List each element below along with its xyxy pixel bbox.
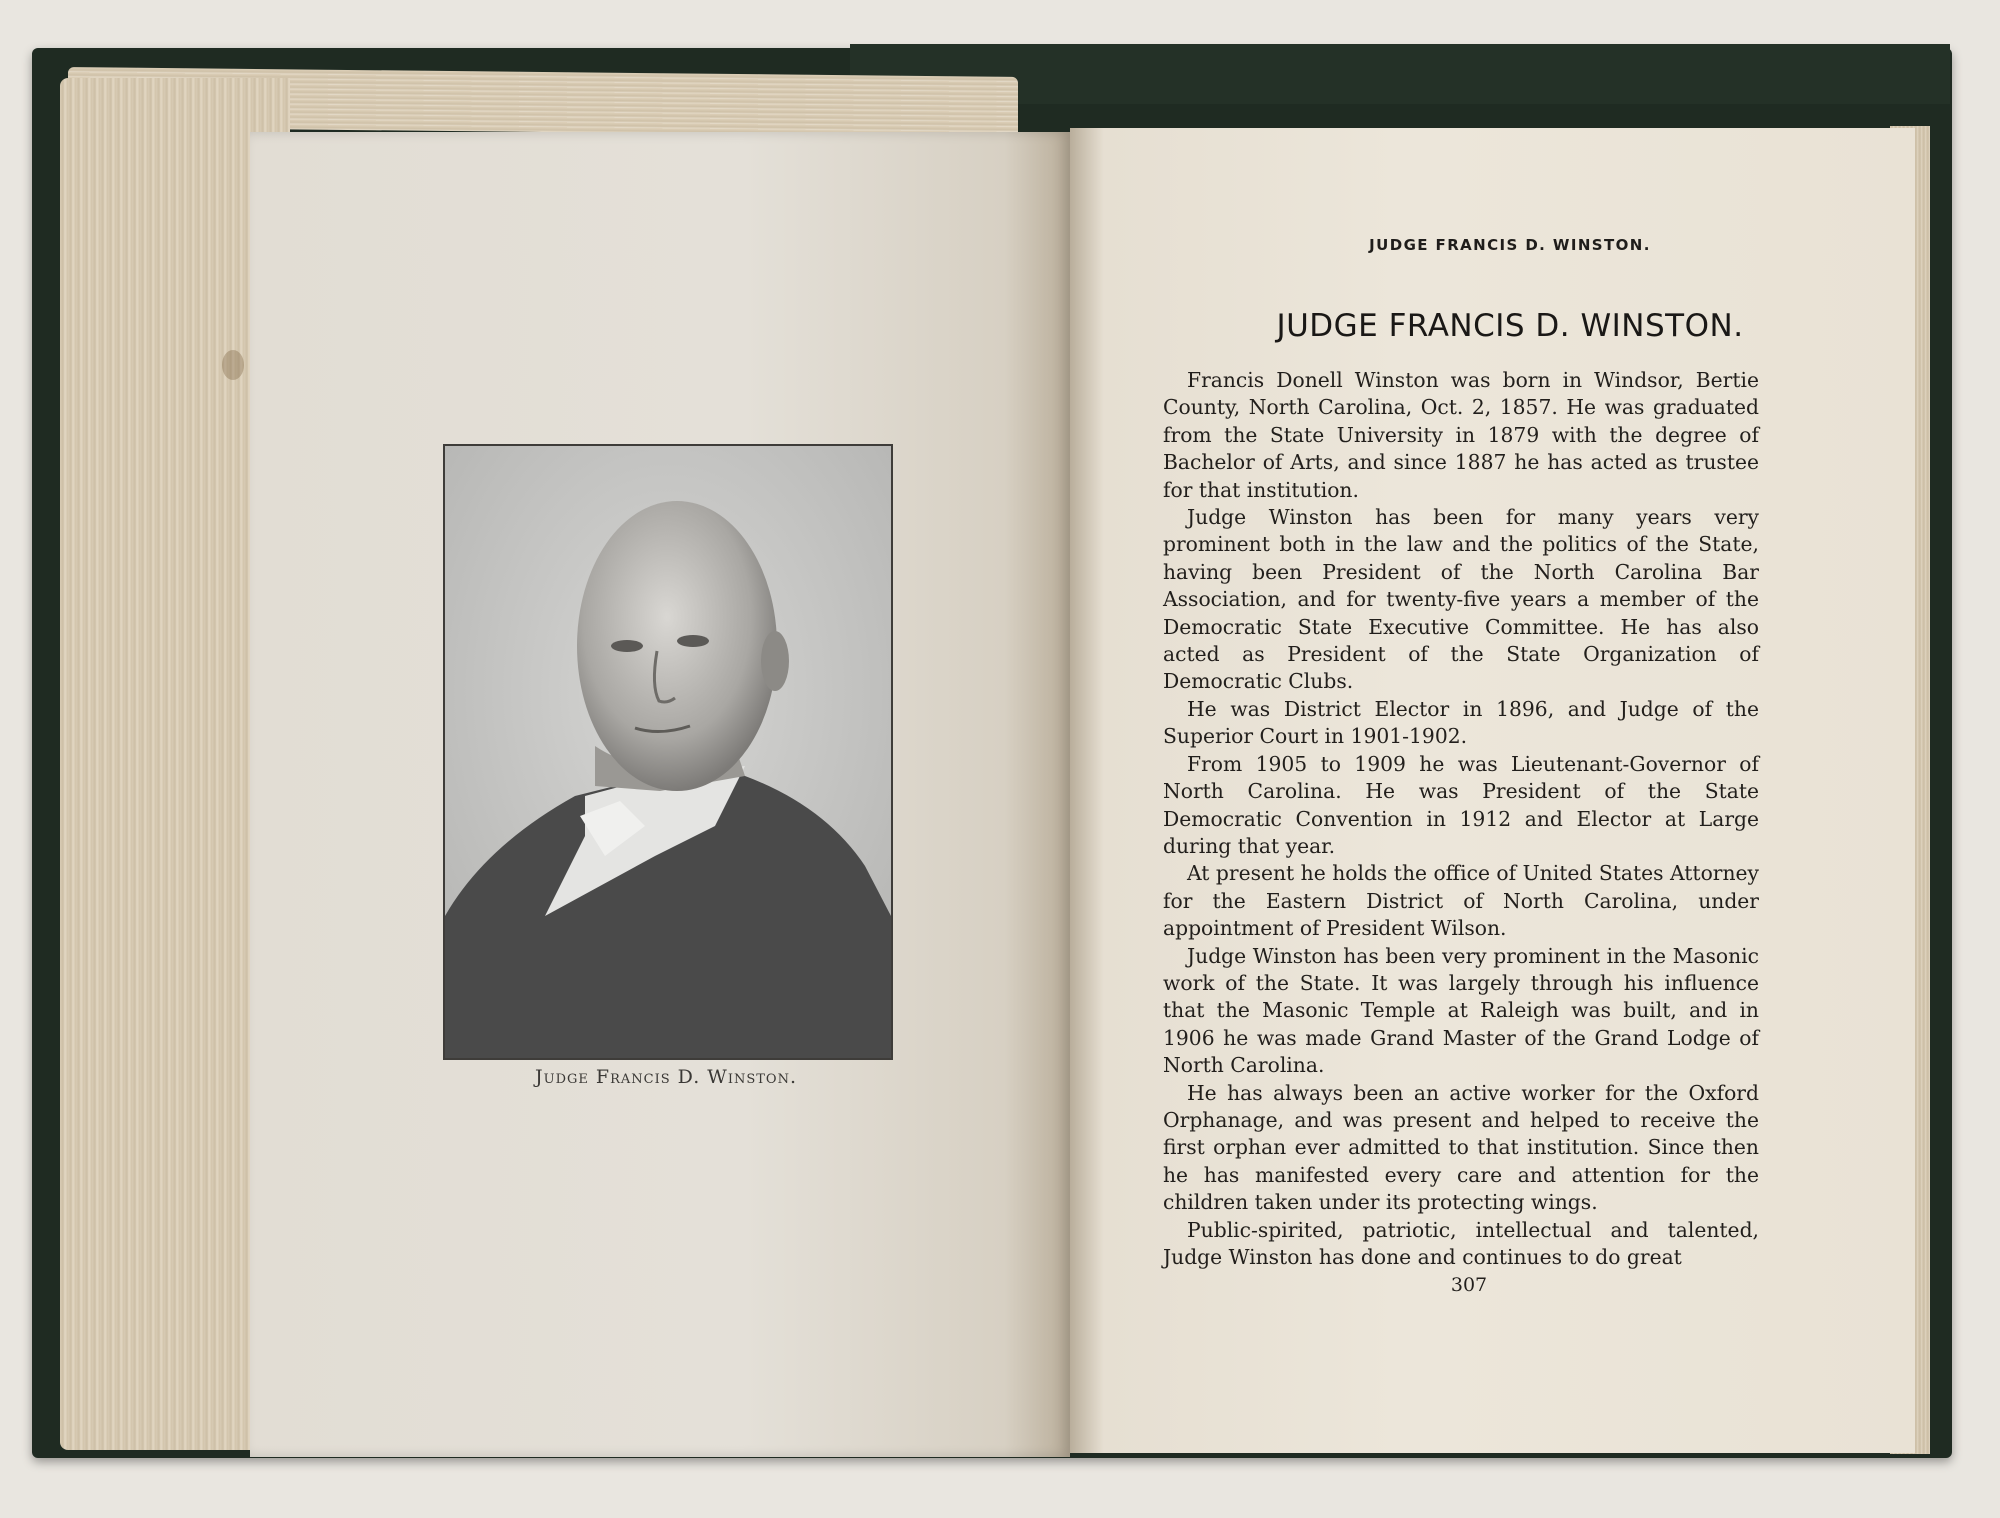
chapter-title: JUDGE FRANCIS D. WINSTON. bbox=[1276, 308, 1744, 344]
paragraph: Public-spirited, patriotic, intellectual and talented, Judge Winston has done and continues to do great bbox=[1163, 1217, 1759, 1269]
body-text bbox=[1163, 367, 1759, 1271]
portrait-caption: Judge Francis D. Winston. bbox=[535, 1066, 797, 1088]
paragraph: Judge Winston has been very prominent in the Masonic work of the State. It was largely through his influence that the Masonic Temple at Raleigh was built, and in 1906 he was made Grand Master of the Grand Lodge of North Carolina. bbox=[1163, 943, 1759, 1078]
paragraph: At present he holds the office of United States Attorney for the Eastern District of North Carolina, under appointment of President Wilson. bbox=[1163, 861, 1759, 941]
paragraph: Judge Winston has been for many years very prominent both in the law and the politics of the State, having been President of the North Carolina Bar Association, and for twenty-five years a member of the Democratic State Executive Committee. He has also acted as President of the State Organization of Democratic Clubs. bbox=[1163, 505, 1759, 694]
paragraph: Francis Donell Winston was born in Windsor, Bertie County, North Carolina, Oct. 2, 1857. He was graduated from the State University in 1879 with the degree of Bachelor of Arts, and since 1887 he has acted as trustee for that institution. bbox=[1163, 368, 1759, 502]
portrait-illustration bbox=[445, 446, 891, 1058]
paragraph: He has always been an active worker for the Oxford Orphanage, and was present and helped to receive the first orphan ever admitted to that institution. Since then he has manifested every care and attention for the children taken under its protecting wings. bbox=[1163, 1080, 1759, 1215]
page-number: 307 bbox=[1450, 1274, 1488, 1296]
paragraph: From 1905 to 1909 he was Lieutenant-Governor of North Carolina. He was President of the State Democratic Convention in 1912 and Elector at Large during that year. bbox=[1163, 751, 1759, 858]
paragraph: He was District Elector in 1896, and Judge of the Superior Court in 1901-1902. bbox=[1163, 696, 1759, 749]
running-head: JUDGE FRANCIS D. WINSTON. bbox=[1369, 236, 1651, 254]
page-stain bbox=[222, 350, 244, 380]
portrait-photo bbox=[443, 444, 893, 1060]
